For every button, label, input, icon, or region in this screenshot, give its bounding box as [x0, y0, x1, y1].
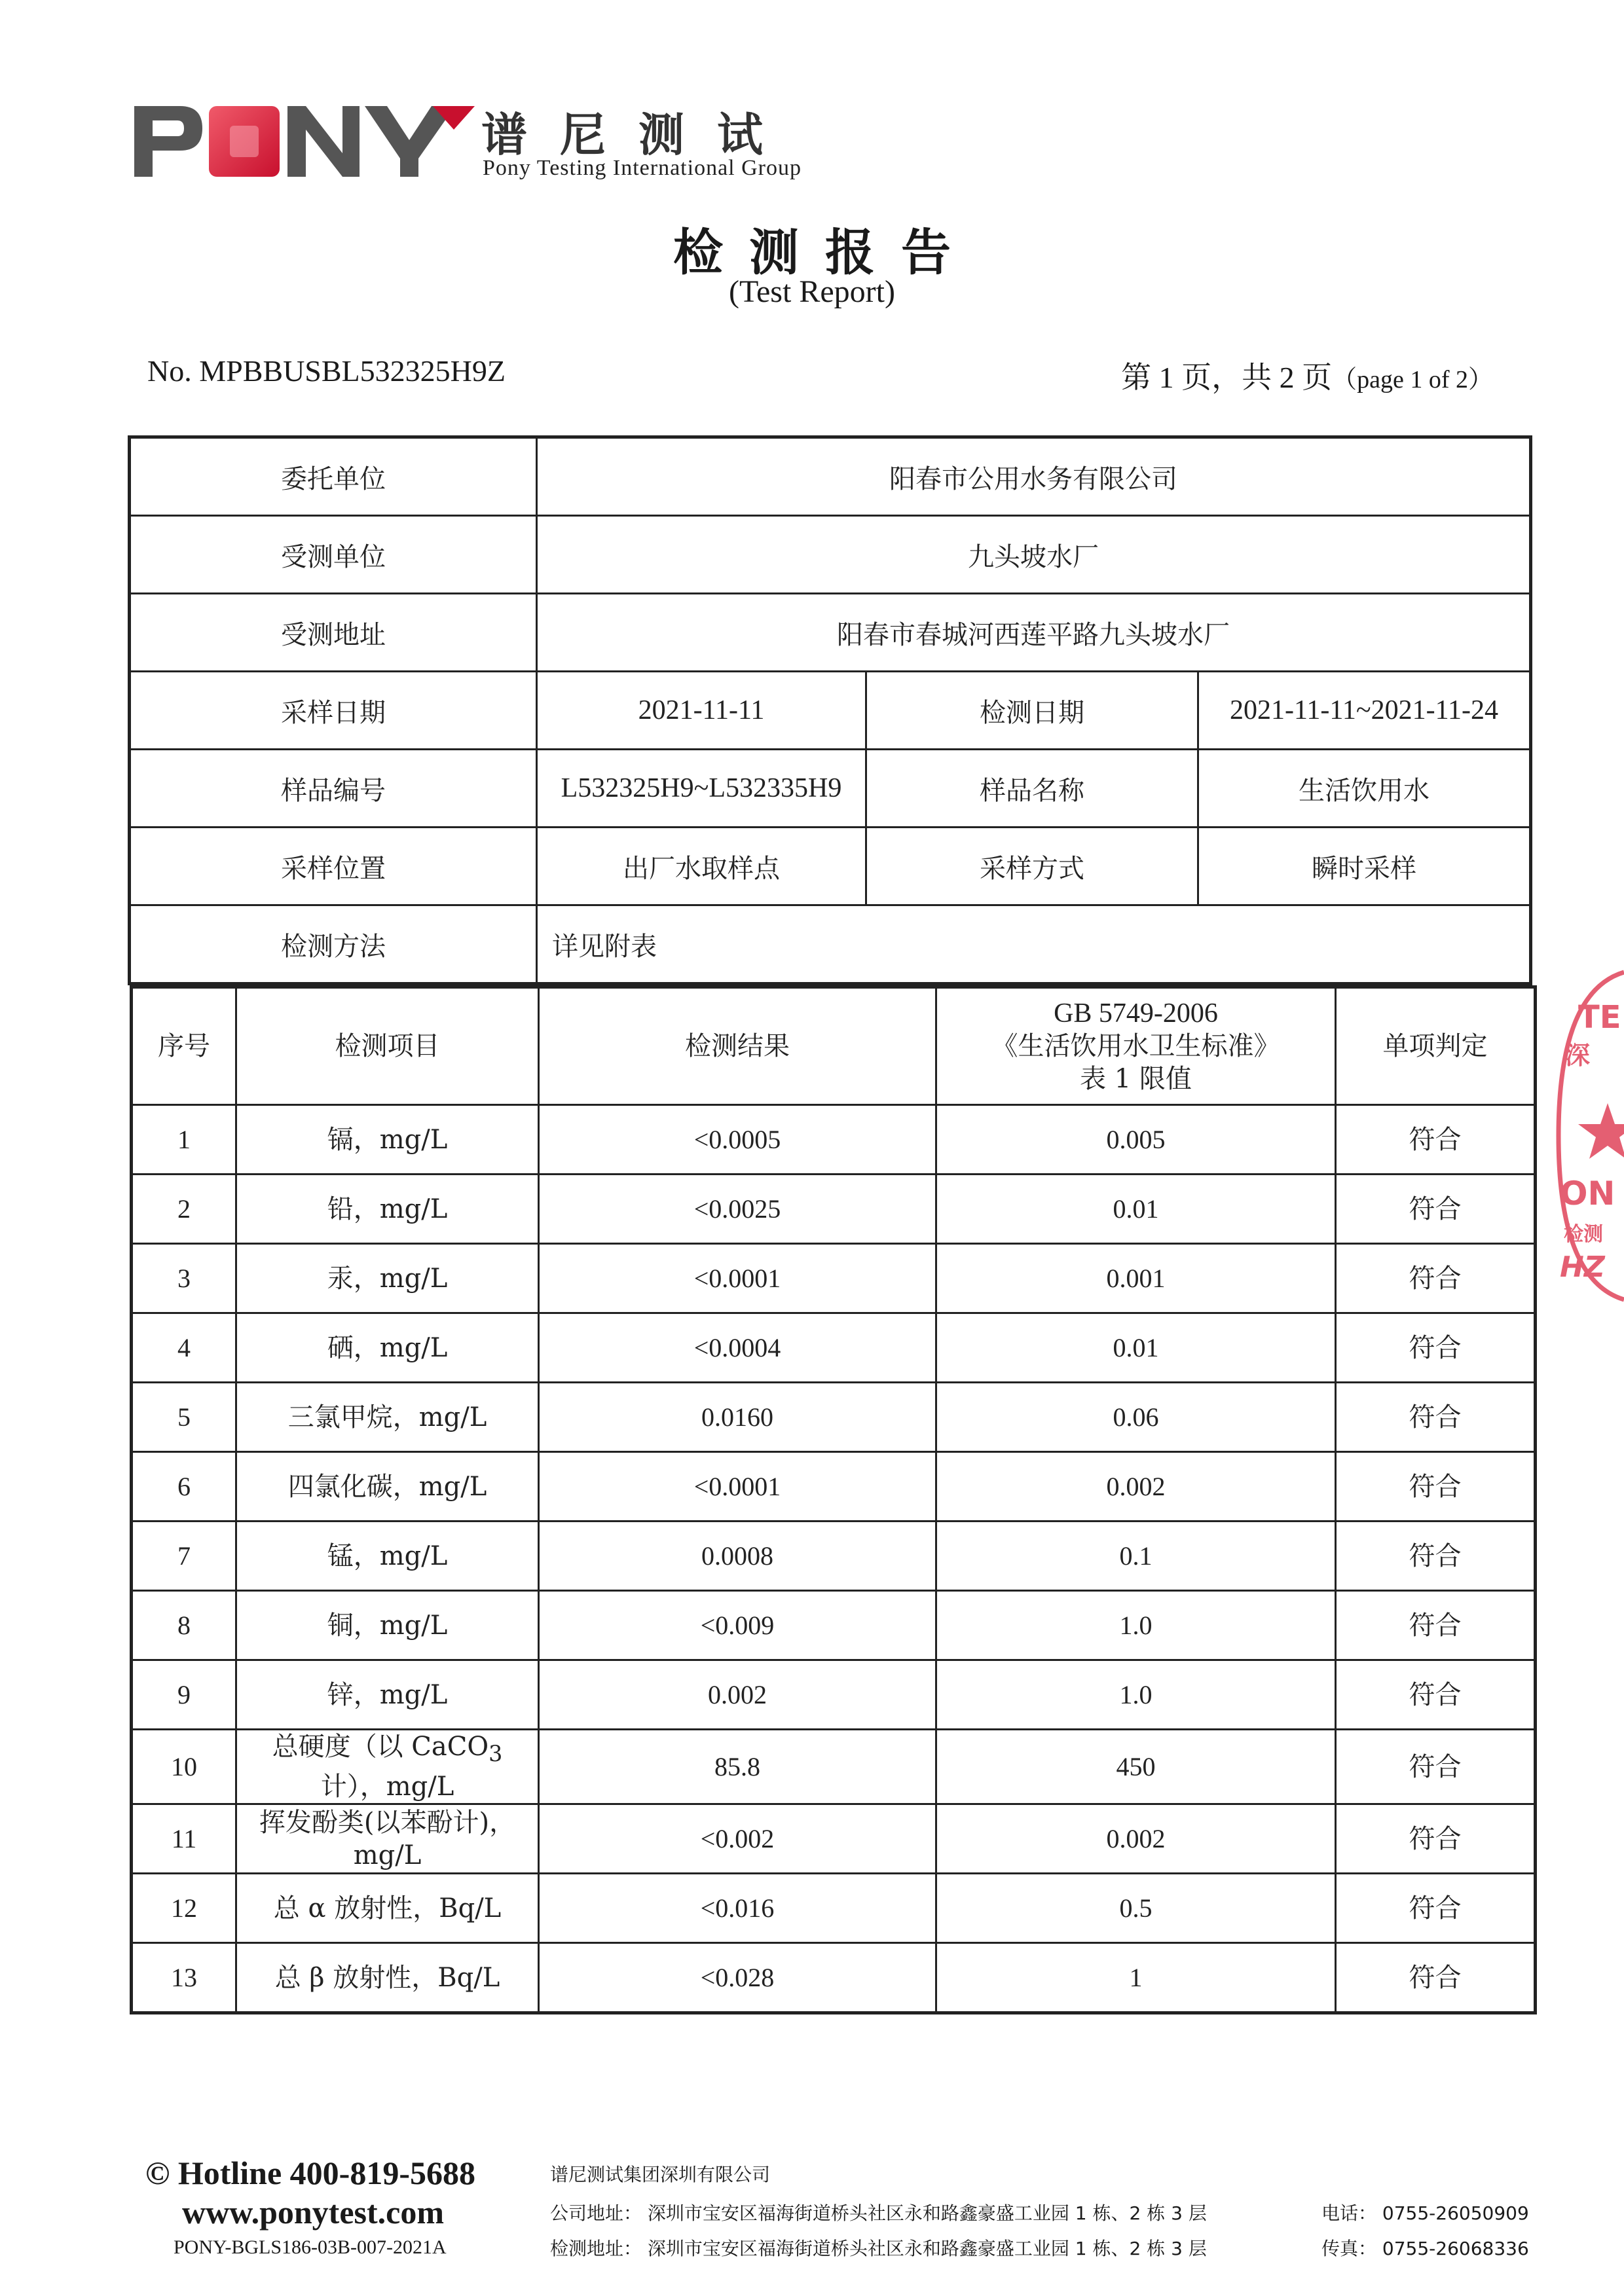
table-row [132, 1943, 1536, 2013]
row-no: 13 [132, 1943, 236, 2013]
table-row [130, 750, 1531, 828]
row-judgement: 符合 [1336, 1452, 1536, 1522]
row-judgement: 符合 [1336, 1175, 1536, 1244]
address-value: 阳春市春城河西莲平路九头坡水厂 [537, 594, 1531, 672]
brand-name-en: Pony Testing International Group [483, 156, 802, 180]
stamp-fragment-2: 深 [1565, 1041, 1591, 1070]
footer-tel: 电话： 0755-26050909 [1321, 2202, 1529, 2224]
row-item: 四氯化碳，mg/L [236, 1452, 539, 1522]
test-date-value: 2021-11-11~2021-11-24 [1198, 672, 1531, 750]
brand-name-cn: 谱尼测试 [481, 108, 796, 162]
row-item-line1: 挥发酚类(以苯酚计)， [259, 1807, 516, 1838]
table-row [132, 1383, 1536, 1452]
stamp-fragment-5: HZ [1560, 1250, 1605, 1284]
row-judgement: 符合 [1336, 1943, 1536, 2013]
row-result: <0.0001 [539, 1244, 936, 1313]
row-item-line1: 总硬度（以 CaCO [272, 1732, 489, 1762]
results-header-row [132, 987, 1536, 1105]
table-row [132, 1105, 1536, 1175]
row-limit: 0.002 [936, 1452, 1336, 1522]
row-limit: 0.002 [936, 1804, 1336, 1874]
row-judgement: 符合 [1336, 1804, 1536, 1874]
footer-fax: 传真： 0755-26068336 [1321, 2238, 1529, 2259]
row-no: 9 [132, 1660, 236, 1730]
inspection-stamp [1545, 966, 1624, 1306]
row-result: <0.0004 [539, 1313, 936, 1383]
report-title-en: (Test Report) [729, 274, 895, 309]
row-judgement: 符合 [1336, 1383, 1536, 1452]
row-limit: 1.0 [936, 1660, 1336, 1730]
header-limit-title: 《生活饮用水卫生标准》 [991, 1031, 1280, 1061]
row-limit: 450 [936, 1730, 1336, 1804]
row-item: 三氯甲烷，mg/L [236, 1383, 539, 1452]
client-label: 委托单位 [130, 437, 537, 516]
table-row [130, 516, 1531, 594]
stamp-fragment-4: 检测 [1564, 1223, 1603, 1246]
row-item: 硒，mg/L [236, 1313, 539, 1383]
header-item: 检测项目 [236, 987, 539, 1105]
client-value: 阳春市公用水务有限公司 [537, 437, 1531, 516]
table-row [130, 828, 1531, 905]
row-result: <0.0001 [539, 1452, 936, 1522]
table-row [132, 1522, 1536, 1591]
row-judgement: 符合 [1336, 1313, 1536, 1383]
table-row [132, 1313, 1536, 1383]
row-result: <0.028 [539, 1943, 936, 2013]
copyright-icon: © [145, 2155, 170, 2191]
hotline [145, 2154, 475, 2192]
footer-company-address: 公司地址： 深圳市宝安区福海街道桥头社区永和路鑫豪盛工业园 1 栋、2 栋 3 层 [550, 2202, 1207, 2224]
table-row [132, 1452, 1536, 1522]
sample-name-label: 样品名称 [866, 750, 1198, 828]
row-limit: 0.01 [936, 1313, 1336, 1383]
row-judgement: 符合 [1336, 1591, 1536, 1660]
row-limit: 0.005 [936, 1105, 1336, 1175]
table-row [132, 1591, 1536, 1660]
row-judgement: 符合 [1336, 1522, 1536, 1591]
page-indicator-en: （page 1 of 2） [1332, 366, 1493, 393]
row-item: 锰，mg/L [236, 1522, 539, 1591]
company-logo [134, 98, 828, 183]
row-limit: 1 [936, 1943, 1336, 2013]
row-no: 5 [132, 1383, 236, 1452]
row-item: 总 β 放射性，Bq/L [236, 1943, 539, 2013]
report-title: 检测报告 [673, 223, 977, 282]
table-row [132, 1175, 1536, 1244]
row-no: 6 [132, 1452, 236, 1522]
row-result: 0.002 [539, 1660, 936, 1730]
sampling-location-label: 采样位置 [130, 828, 537, 905]
row-result: 85.8 [539, 1730, 936, 1804]
header-result: 检测结果 [539, 987, 936, 1105]
row-no: 12 [132, 1874, 236, 1943]
row-item [236, 1804, 539, 1874]
row-no: 4 [132, 1313, 236, 1383]
page-indicator [1121, 354, 1493, 397]
document-code: PONY-BGLS186-03B-007-2021A [174, 2236, 447, 2258]
stamp-star-icon [1578, 1103, 1624, 1159]
row-item-line2: mg/L [353, 1840, 422, 1870]
pony-logo-mark [134, 103, 475, 181]
row-judgement: 符合 [1336, 1874, 1536, 1943]
table-row [130, 672, 1531, 750]
row-limit: 1.0 [936, 1591, 1336, 1660]
row-item: 汞，mg/L [236, 1244, 539, 1313]
row-no: 11 [132, 1804, 236, 1874]
row-result: <0.016 [539, 1874, 936, 1943]
row-item-subscript: 3 [489, 1741, 503, 1766]
header-limit-table: 表 1 限值 [1080, 1064, 1192, 1094]
page-indicator-cn: 第 1 页，共 2 页 [1121, 361, 1333, 394]
row-item [236, 1730, 539, 1804]
sample-no-value: L532325H9~L532335H9 [537, 750, 866, 828]
footer-company: 谱尼测试集团深圳有限公司 [550, 2164, 771, 2185]
test-method-label: 检测方法 [130, 905, 537, 984]
table-row [132, 1730, 1536, 1804]
row-result: 0.0008 [539, 1522, 936, 1591]
row-judgement: 符合 [1336, 1730, 1536, 1804]
test-method-value: 详见附表 [537, 905, 1531, 984]
sampling-date-value: 2021-11-11 [537, 672, 866, 750]
row-limit: 0.06 [936, 1383, 1336, 1452]
header-no: 序号 [132, 987, 236, 1105]
row-result: 0.0160 [539, 1383, 936, 1452]
row-item: 总 α 放射性，Bq/L [236, 1874, 539, 1943]
footer-test-address: 检测地址： 深圳市宝安区福海街道桥头社区永和路鑫豪盛工业园 1 栋、2 栋 3 层 [550, 2238, 1207, 2259]
tested-unit-label: 受测单位 [130, 516, 537, 594]
table-row [132, 1804, 1536, 1874]
table-row [132, 1660, 1536, 1730]
table-row [130, 594, 1531, 672]
row-item: 铅，mg/L [236, 1175, 539, 1244]
table-row [132, 1244, 1536, 1313]
sampling-location-value: 出厂水取样点 [537, 828, 866, 905]
table-row [132, 1874, 1536, 1943]
row-no: 7 [132, 1522, 236, 1591]
website: www.ponytest.com [182, 2194, 444, 2231]
header-judgement: 单项判定 [1336, 987, 1536, 1105]
row-limit: 0.1 [936, 1522, 1336, 1591]
row-judgement: 符合 [1336, 1244, 1536, 1313]
row-limit: 0.001 [936, 1244, 1336, 1313]
stamp-fragment-1: TE [1578, 999, 1621, 1036]
row-item: 镉，mg/L [236, 1105, 539, 1175]
row-no: 8 [132, 1591, 236, 1660]
row-limit: 0.5 [936, 1874, 1336, 1943]
row-limit: 0.01 [936, 1175, 1336, 1244]
report-number: No. MPBBUSBL532325H9Z [147, 354, 506, 388]
sampling-date-label: 采样日期 [130, 672, 537, 750]
row-result: <0.0005 [539, 1105, 936, 1175]
row-result: <0.002 [539, 1804, 936, 1874]
row-no: 10 [132, 1730, 236, 1804]
row-result: <0.009 [539, 1591, 936, 1660]
tested-unit-value: 九头坡水厂 [537, 516, 1531, 594]
header-limit [936, 987, 1336, 1105]
row-no: 2 [132, 1175, 236, 1244]
row-item: 铜，mg/L [236, 1591, 539, 1660]
row-item-line2: 计），mg/L [320, 1772, 454, 1802]
test-date-label: 检测日期 [866, 672, 1198, 750]
sampling-method-value: 瞬时采样 [1198, 828, 1531, 905]
hotline-text: Hotline 400-819-5688 [177, 2155, 475, 2191]
row-no: 3 [132, 1244, 236, 1313]
address-label: 受测地址 [130, 594, 537, 672]
stamp-fragment-3: ON [1560, 1175, 1615, 1212]
row-judgement: 符合 [1336, 1660, 1536, 1730]
sample-name-value: 生活饮用水 [1198, 750, 1531, 828]
row-no: 1 [132, 1105, 236, 1175]
table-row [130, 437, 1531, 516]
sample-no-label: 样品编号 [130, 750, 537, 828]
sample-info-table [128, 435, 1532, 985]
row-judgement: 符合 [1336, 1105, 1536, 1175]
table-row [130, 905, 1531, 984]
row-item: 锌，mg/L [236, 1660, 539, 1730]
sampling-method-label: 采样方式 [866, 828, 1198, 905]
results-table [130, 985, 1537, 2014]
header-limit-standard: GB 5749-2006 [1054, 998, 1218, 1029]
row-result: <0.0025 [539, 1175, 936, 1244]
